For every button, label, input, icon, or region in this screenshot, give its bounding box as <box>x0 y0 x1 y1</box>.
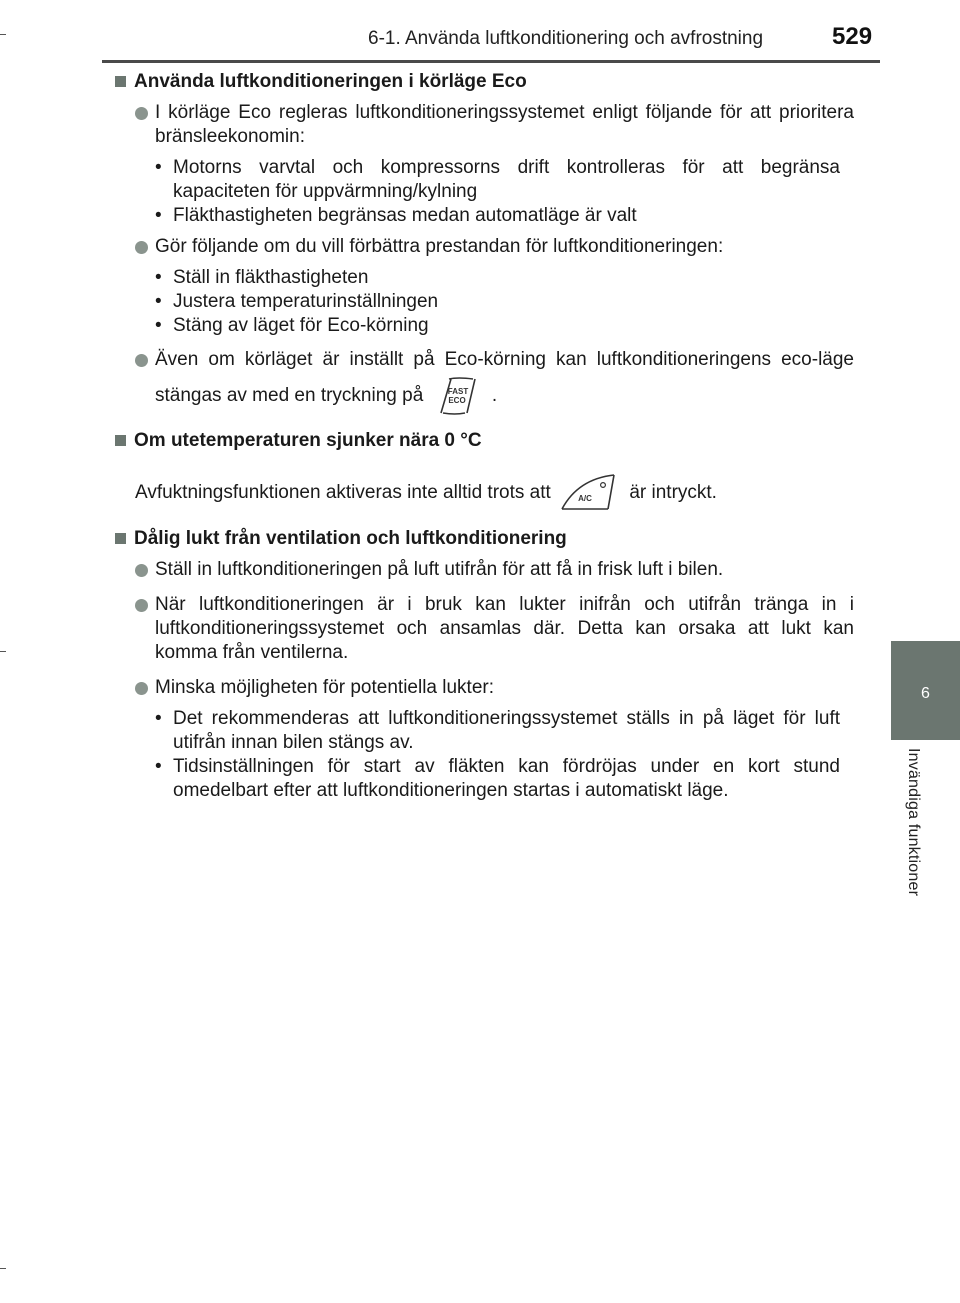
page-content <box>112 70 854 805</box>
crop-mark <box>0 1268 6 1269</box>
fast-label: FAST <box>447 387 468 396</box>
fast-eco-button-icon <box>429 375 487 417</box>
sub-list-item: • Fläkthastigheten begränsas medan automatläge är valt <box>155 205 637 226</box>
square-bullet-icon <box>115 435 126 446</box>
round-bullet-icon <box>135 241 148 254</box>
sub-list-item: • Tidsinställningen för start av fläkten kan fördröjas under en kort stund omedelbart efter att luftkonditioneringen startas i automatiskt läge. <box>155 756 840 801</box>
list-item: Även om körläget är inställt på Eco-körning kan luftkonditioneringens eco-läge stängas av med en tryckning på FAST ECO . <box>112 345 854 417</box>
round-bullet-icon <box>135 599 148 612</box>
section-heading-temperature: Om utetemperaturen sjunker nära 0 °C <box>112 429 854 453</box>
round-bullet-icon <box>135 354 148 367</box>
list-item: Minska möjligheten för potentiella lukter: <box>112 676 854 700</box>
header-rule <box>102 60 880 63</box>
list-item: När luftkonditioneringen är i bruk kan lukter inifrån och utifrån tränga in i luftkonditioneringssystemet och ansamlas där. Detta kan orsaka att lukt kan komma från ventilerna. <box>112 593 854 665</box>
list-item: Ställ in luftkonditioneringen på luft utifrån för att få in frisk luft i bilen. <box>112 558 854 582</box>
round-bullet-icon <box>135 107 148 120</box>
square-bullet-icon <box>115 533 126 544</box>
sub-list-item: • Ställ in fläkthastigheten <box>155 267 369 288</box>
sub-list-item: • Stäng av läget för Eco-körning <box>155 315 429 336</box>
list-item: Gör följande om du vill förbättra prestandan för luftkonditioneringen: <box>112 235 854 259</box>
section-title: 6-1. Använda luftkonditionering och avfrostning <box>368 28 764 49</box>
round-bullet-icon <box>135 564 148 577</box>
section-heading-eco: Använda luftkonditioneringen i körläge Eco <box>112 70 854 94</box>
crop-mark <box>0 34 6 35</box>
ac-button-icon <box>556 471 624 515</box>
ac-label: A/C <box>578 494 592 503</box>
sub-list-item: • Motorns varvtal och kompressorns drift kontrolleras för att begränsa kapaciteten för uppvärmning/kylning <box>155 157 840 202</box>
section-heading-smell: Dålig lukt från ventilation och luftkonditionering <box>112 527 854 551</box>
eco-label: ECO <box>447 396 466 405</box>
page-number: 529 <box>832 23 873 50</box>
crop-mark <box>0 651 6 652</box>
sub-list-item: • Det rekommenderas att luftkonditioneringssystemet ställs in på läget för luft utifrån innan bilen stängs av. <box>155 708 840 753</box>
square-bullet-icon <box>115 76 126 87</box>
chapter-label: Invändiga funktioner <box>905 748 922 897</box>
list-item: I körläge Eco regleras luftkonditioneringssystemet enligt följande för att prioritera bränsleekonomin: <box>112 101 854 149</box>
round-bullet-icon <box>135 682 148 695</box>
sub-list-item: • Justera temperaturinställningen <box>155 291 439 312</box>
paragraph: Avfuktningsfunktionen aktiveras inte alltid trots att A/C är intryckt. <box>112 471 854 515</box>
chapter-number: 6 <box>921 685 930 702</box>
chapter-tab <box>891 641 960 740</box>
